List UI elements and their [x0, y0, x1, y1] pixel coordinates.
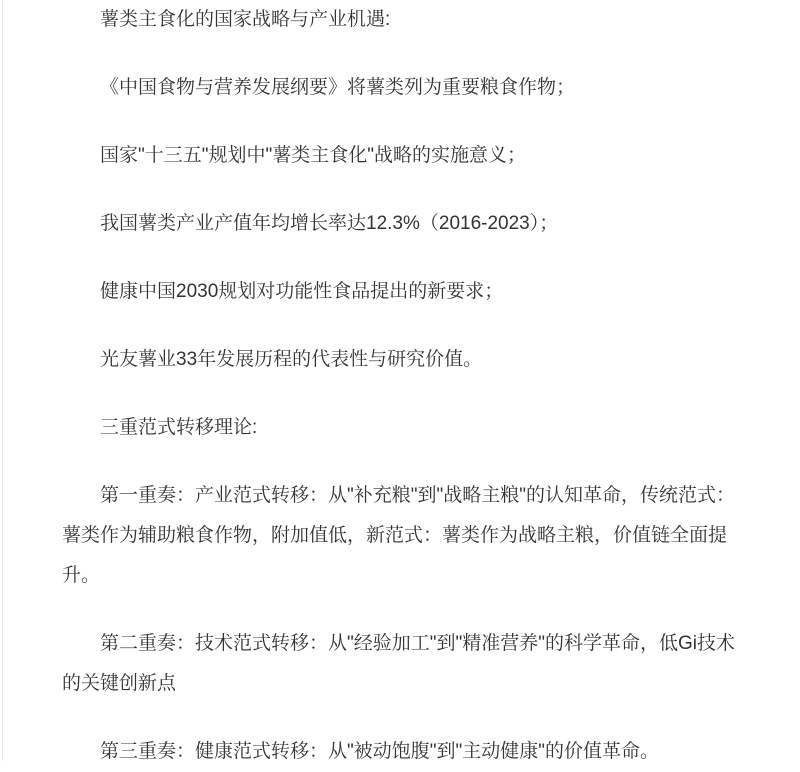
paragraph-heading-strategy: 薯类主食化的国家战略与产业机遇:	[100, 9, 391, 30]
paragraph-outline-item: 《中国食物与营养发展纲要》将薯类列为重要粮食作物；	[100, 77, 576, 98]
left-edge-divider	[2, 0, 3, 761]
paragraph-second-movement: 第二重奏：技术范式转移：从"经验加工"到"精准营养"的科学革命，低Gi技术的关键创新点	[62, 633, 735, 694]
paragraph-outline-item: 我国薯类产业产值年均增长率达12.3%（2016-2023）；	[100, 213, 559, 234]
paragraph-third-movement: 第三重奏：健康范式转移：从"被动饱腹"到"主动健康"的价值革命。	[100, 741, 659, 762]
paragraph-outline-item: 健康中国2030规划对功能性食品提出的新要求；	[100, 281, 504, 302]
paragraph-first-movement: 第一重奏：产业范式转移：从"补充粮"到"战略主粮"的认知革命，传统范式：薯类作为辅助粮食作物，附加值低，新范式：薯类作为战略主粮，价值链全面提升。	[62, 485, 735, 586]
paragraph-heading-theory: 三重范式转移理论:	[100, 417, 258, 438]
paragraph-outline-item: 国家"十三五"规划中"薯类主食化"战略的实施意义；	[100, 145, 526, 166]
paragraph-outline-item: 光友薯业33年发展历程的代表性与研究价值。	[100, 349, 483, 370]
